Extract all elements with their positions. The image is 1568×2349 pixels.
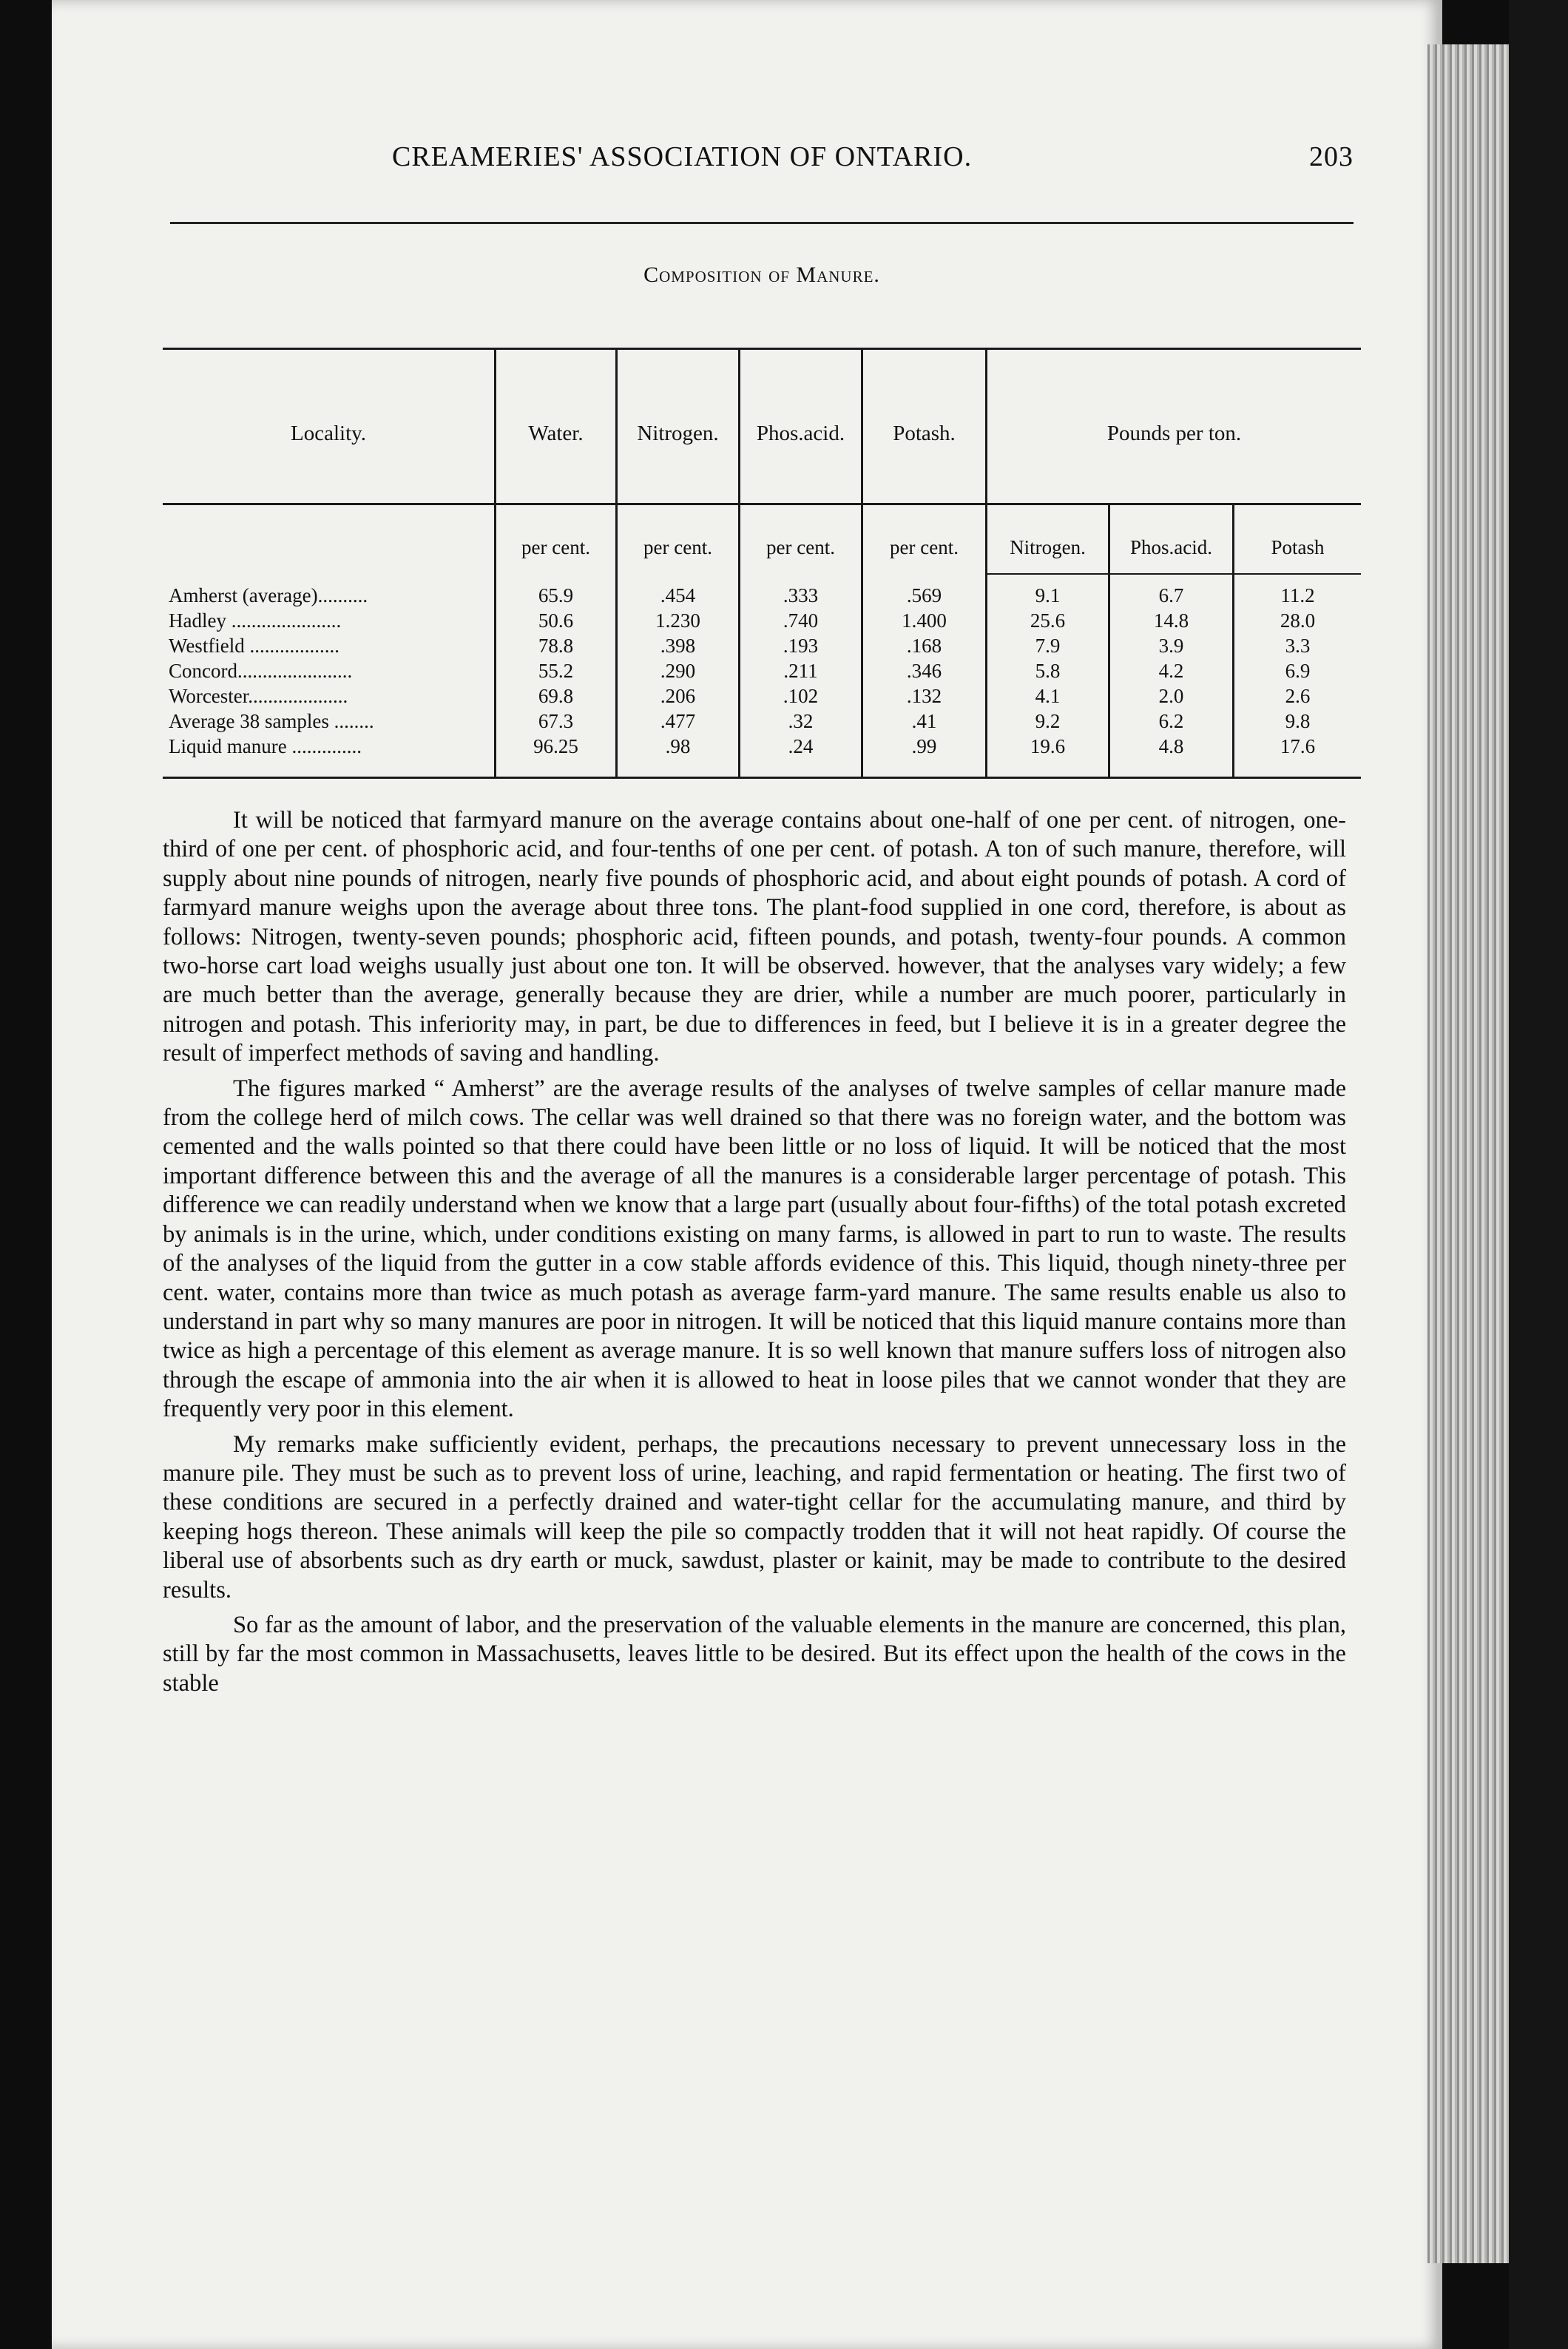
cell-water: 65.9 bbox=[538, 584, 574, 606]
running-title: CREAMERIES' ASSOCIATION OF ONTARIO. bbox=[392, 141, 973, 172]
cell-nitrogen: .206 bbox=[660, 685, 696, 707]
table-row bbox=[163, 608, 1361, 633]
table-row bbox=[163, 583, 1361, 608]
cell-locality: Amherst (average).......... bbox=[169, 584, 368, 606]
cell-phos-acid: .24 bbox=[788, 735, 814, 757]
header-potash: Potash. bbox=[893, 422, 956, 445]
table-row bbox=[163, 683, 1361, 709]
cell-lb-nitrogen: 7.9 bbox=[1035, 635, 1061, 657]
table-row bbox=[163, 633, 1361, 658]
subheader-water: per cent. bbox=[521, 536, 590, 558]
paragraph: So far as the amount of labor, and the preservation of the valuable elements in the manure are concerned, this plan, still by far the most common in Massachusetts, leaves little to be desired. But its effect upon the health of the cows in the stable bbox=[163, 1611, 1346, 1697]
cell-water: 78.8 bbox=[538, 635, 574, 657]
cell-lb-nitrogen: 9.1 bbox=[1035, 584, 1061, 606]
cell-lb-phos-acid: 4.2 bbox=[1158, 660, 1184, 682]
cell-water: 67.3 bbox=[538, 710, 574, 732]
table-row bbox=[163, 734, 1361, 759]
cell-lb-potash: 17.6 bbox=[1280, 735, 1316, 757]
cell-nitrogen: 1.230 bbox=[655, 609, 700, 632]
cell-lb-nitrogen: 25.6 bbox=[1030, 609, 1066, 632]
header-nitrogen: Nitrogen. bbox=[637, 422, 719, 445]
table-bottom-rule bbox=[163, 777, 1361, 779]
cell-potash: .99 bbox=[911, 735, 937, 757]
paragraph: My remarks make sufficiently evident, perhaps, the precautions necessary to prevent unnecessary loss in the manure pile. They must be such as to prevent loss of urine, leaching, and rapid fermentation or heating. The first two of these conditions are secured in a perfectly drained and water-tight cellar for the accumulating manure, and third by keeping hogs thereon. These animals will keep the pile so compactly trodden that it will not heat rapidly. Of course the liberal use of absorbents such as dry earth or muck, sawdust, plaster or kainit, may be made to contribute to the desired results. bbox=[163, 1430, 1346, 1603]
paragraph: The figures marked “ Amherst” are the average results of the analyses of twelve samples of cellar manure made from the college herd of milch cows. The cellar was well drained so that there was no foreign water, and the bottom was cemented and the walls pointed so that there could have been little or no loss of liquid. It will be noticed that the most important difference between this and the average of all the manures is a considerable larger percentage of potash. This difference we can readily understand when we know that a large part (usually about four-fifths) of the total potash excreted by animals is in the urine, which, under conditions existing on many farms, is allowed in part to run to waste. The results of the analyses of the liquid from the gutter in a cow stable affords evidence of this. This liquid, though ninety-three per cent. water, contains more than twice as much potash as average farm-yard manure. The same results enable us also to understand in part why so many manures are poor in nitrogen. It will be noticed that this liquid manure contains more than twice as high a percentage of this element as average manure. It is so well known that manure suffers loss of nitrogen also through the escape of ammonia into the air when it is allowed to heat in loose piles that we cannot wonder that they are frequently very poor in this element. bbox=[163, 1075, 1346, 1423]
cell-phos-acid: .193 bbox=[783, 635, 819, 657]
cell-lb-phos-acid: 3.9 bbox=[1158, 635, 1184, 657]
cell-lb-potash: 2.6 bbox=[1285, 685, 1311, 707]
subheader-phos-acid: per cent. bbox=[766, 536, 835, 558]
cell-nitrogen: .398 bbox=[660, 635, 696, 657]
page-number: 203 bbox=[1309, 141, 1354, 172]
cell-potash: .346 bbox=[906, 660, 942, 682]
cell-lb-nitrogen: 5.8 bbox=[1035, 660, 1061, 682]
cell-lb-potash: 3.3 bbox=[1285, 635, 1311, 657]
cell-phos-acid: .32 bbox=[788, 710, 814, 732]
cell-lb-phos-acid: 14.8 bbox=[1153, 609, 1189, 632]
cell-phos-acid: .740 bbox=[783, 609, 819, 632]
cell-locality: Concord....................... bbox=[169, 660, 353, 682]
cell-locality: Hadley ...................... bbox=[169, 609, 342, 632]
cell-lb-potash: 11.2 bbox=[1280, 584, 1315, 606]
header-water: Water. bbox=[528, 422, 584, 445]
cell-nitrogen: .454 bbox=[660, 584, 696, 606]
subheader-lb-nitrogen: Nitrogen. bbox=[1010, 536, 1086, 558]
table-caption: Composition of Manure. bbox=[643, 263, 880, 287]
cell-potash: .168 bbox=[906, 635, 942, 657]
header-locality: Locality. bbox=[291, 422, 366, 445]
table-top-rule bbox=[163, 348, 1361, 350]
cell-water: 50.6 bbox=[538, 609, 574, 632]
subheader-lb-phos-acid: Phos.acid. bbox=[1130, 536, 1212, 558]
cell-lb-potash: 9.8 bbox=[1285, 710, 1311, 732]
table-row bbox=[163, 709, 1361, 734]
cell-locality: Worcester.................... bbox=[169, 685, 348, 707]
cell-water: 96.25 bbox=[533, 735, 578, 757]
cell-potash: .569 bbox=[906, 584, 942, 606]
cell-water: 69.8 bbox=[538, 685, 574, 707]
subheader-nitrogen: per cent. bbox=[643, 536, 712, 558]
table-header-rule bbox=[163, 503, 1361, 505]
cell-nitrogen: .477 bbox=[660, 710, 696, 732]
cell-lb-phos-acid: 6.7 bbox=[1158, 584, 1184, 606]
body-text bbox=[163, 806, 1346, 1704]
paragraph: It will be noticed that farmyard manure on the average contains about one-half of one per cent. of nitrogen, one-third of one per cent. of phosphoric acid, and four-tenths of one per cent. of potash. A ton of such manure, therefore, will supply about nine pounds of nitrogen, nearly five pounds of phosphoric acid, and about eight pounds of potash. A cord of farmyard manure weighs upon the average about three tons. The plant-food supplied in one cord, therefore, is about as follows: Nitrogen, twenty-seven pounds; phosphoric acid, fifteen pounds, and potash, twenty-four pounds. A common two-horse cart load weighs usually just about one ton. It will be observed. however, that the analyses vary widely; a few are much better than the average, generally because they are drier, while a number are much poorer, particularly in nitrogen and potash. This inferiority may, in part, be due to differences in feed, but I believe it is in a greater degree the result of imperfect methods of saving and handling. bbox=[163, 807, 1346, 1067]
cell-locality: Average 38 samples ........ bbox=[169, 710, 374, 732]
header-pounds-per-ton: Pounds per ton. bbox=[1106, 422, 1242, 445]
cell-lb-potash: 28.0 bbox=[1280, 609, 1316, 632]
cell-lb-nitrogen: 19.6 bbox=[1030, 735, 1066, 757]
cell-phos-acid: .102 bbox=[783, 685, 819, 707]
page-edges bbox=[1427, 44, 1509, 2263]
cell-phos-acid: .333 bbox=[783, 584, 819, 606]
cell-nitrogen: .98 bbox=[665, 735, 691, 757]
table-row bbox=[163, 658, 1361, 683]
cell-lb-phos-acid: 4.8 bbox=[1158, 735, 1184, 757]
cell-water: 55.2 bbox=[538, 660, 574, 682]
subheader-lb-potash: Potash bbox=[1271, 536, 1325, 558]
cell-lb-nitrogen: 9.2 bbox=[1035, 710, 1061, 732]
composition-table bbox=[163, 348, 1361, 784]
cell-nitrogen: .290 bbox=[660, 660, 696, 682]
header-rule bbox=[170, 222, 1354, 224]
cell-locality: Westfield .................. bbox=[169, 635, 340, 657]
cell-potash: .41 bbox=[911, 710, 937, 732]
subheader-potash: per cent. bbox=[890, 536, 959, 558]
cell-lb-potash: 6.9 bbox=[1285, 660, 1311, 682]
cell-lb-phos-acid: 6.2 bbox=[1158, 710, 1184, 732]
cell-potash: .132 bbox=[906, 685, 942, 707]
book-page bbox=[52, 0, 1442, 2349]
scan-background bbox=[1509, 0, 1568, 2349]
header-phos-acid: Phos.acid. bbox=[756, 422, 845, 445]
cell-phos-acid: .211 bbox=[783, 660, 818, 682]
cell-lb-nitrogen: 4.1 bbox=[1035, 685, 1061, 707]
cell-potash: 1.400 bbox=[902, 609, 947, 632]
pounds-subheader-rule bbox=[985, 573, 1361, 575]
cell-locality: Liquid manure .............. bbox=[169, 735, 362, 757]
cell-lb-phos-acid: 2.0 bbox=[1158, 685, 1184, 707]
